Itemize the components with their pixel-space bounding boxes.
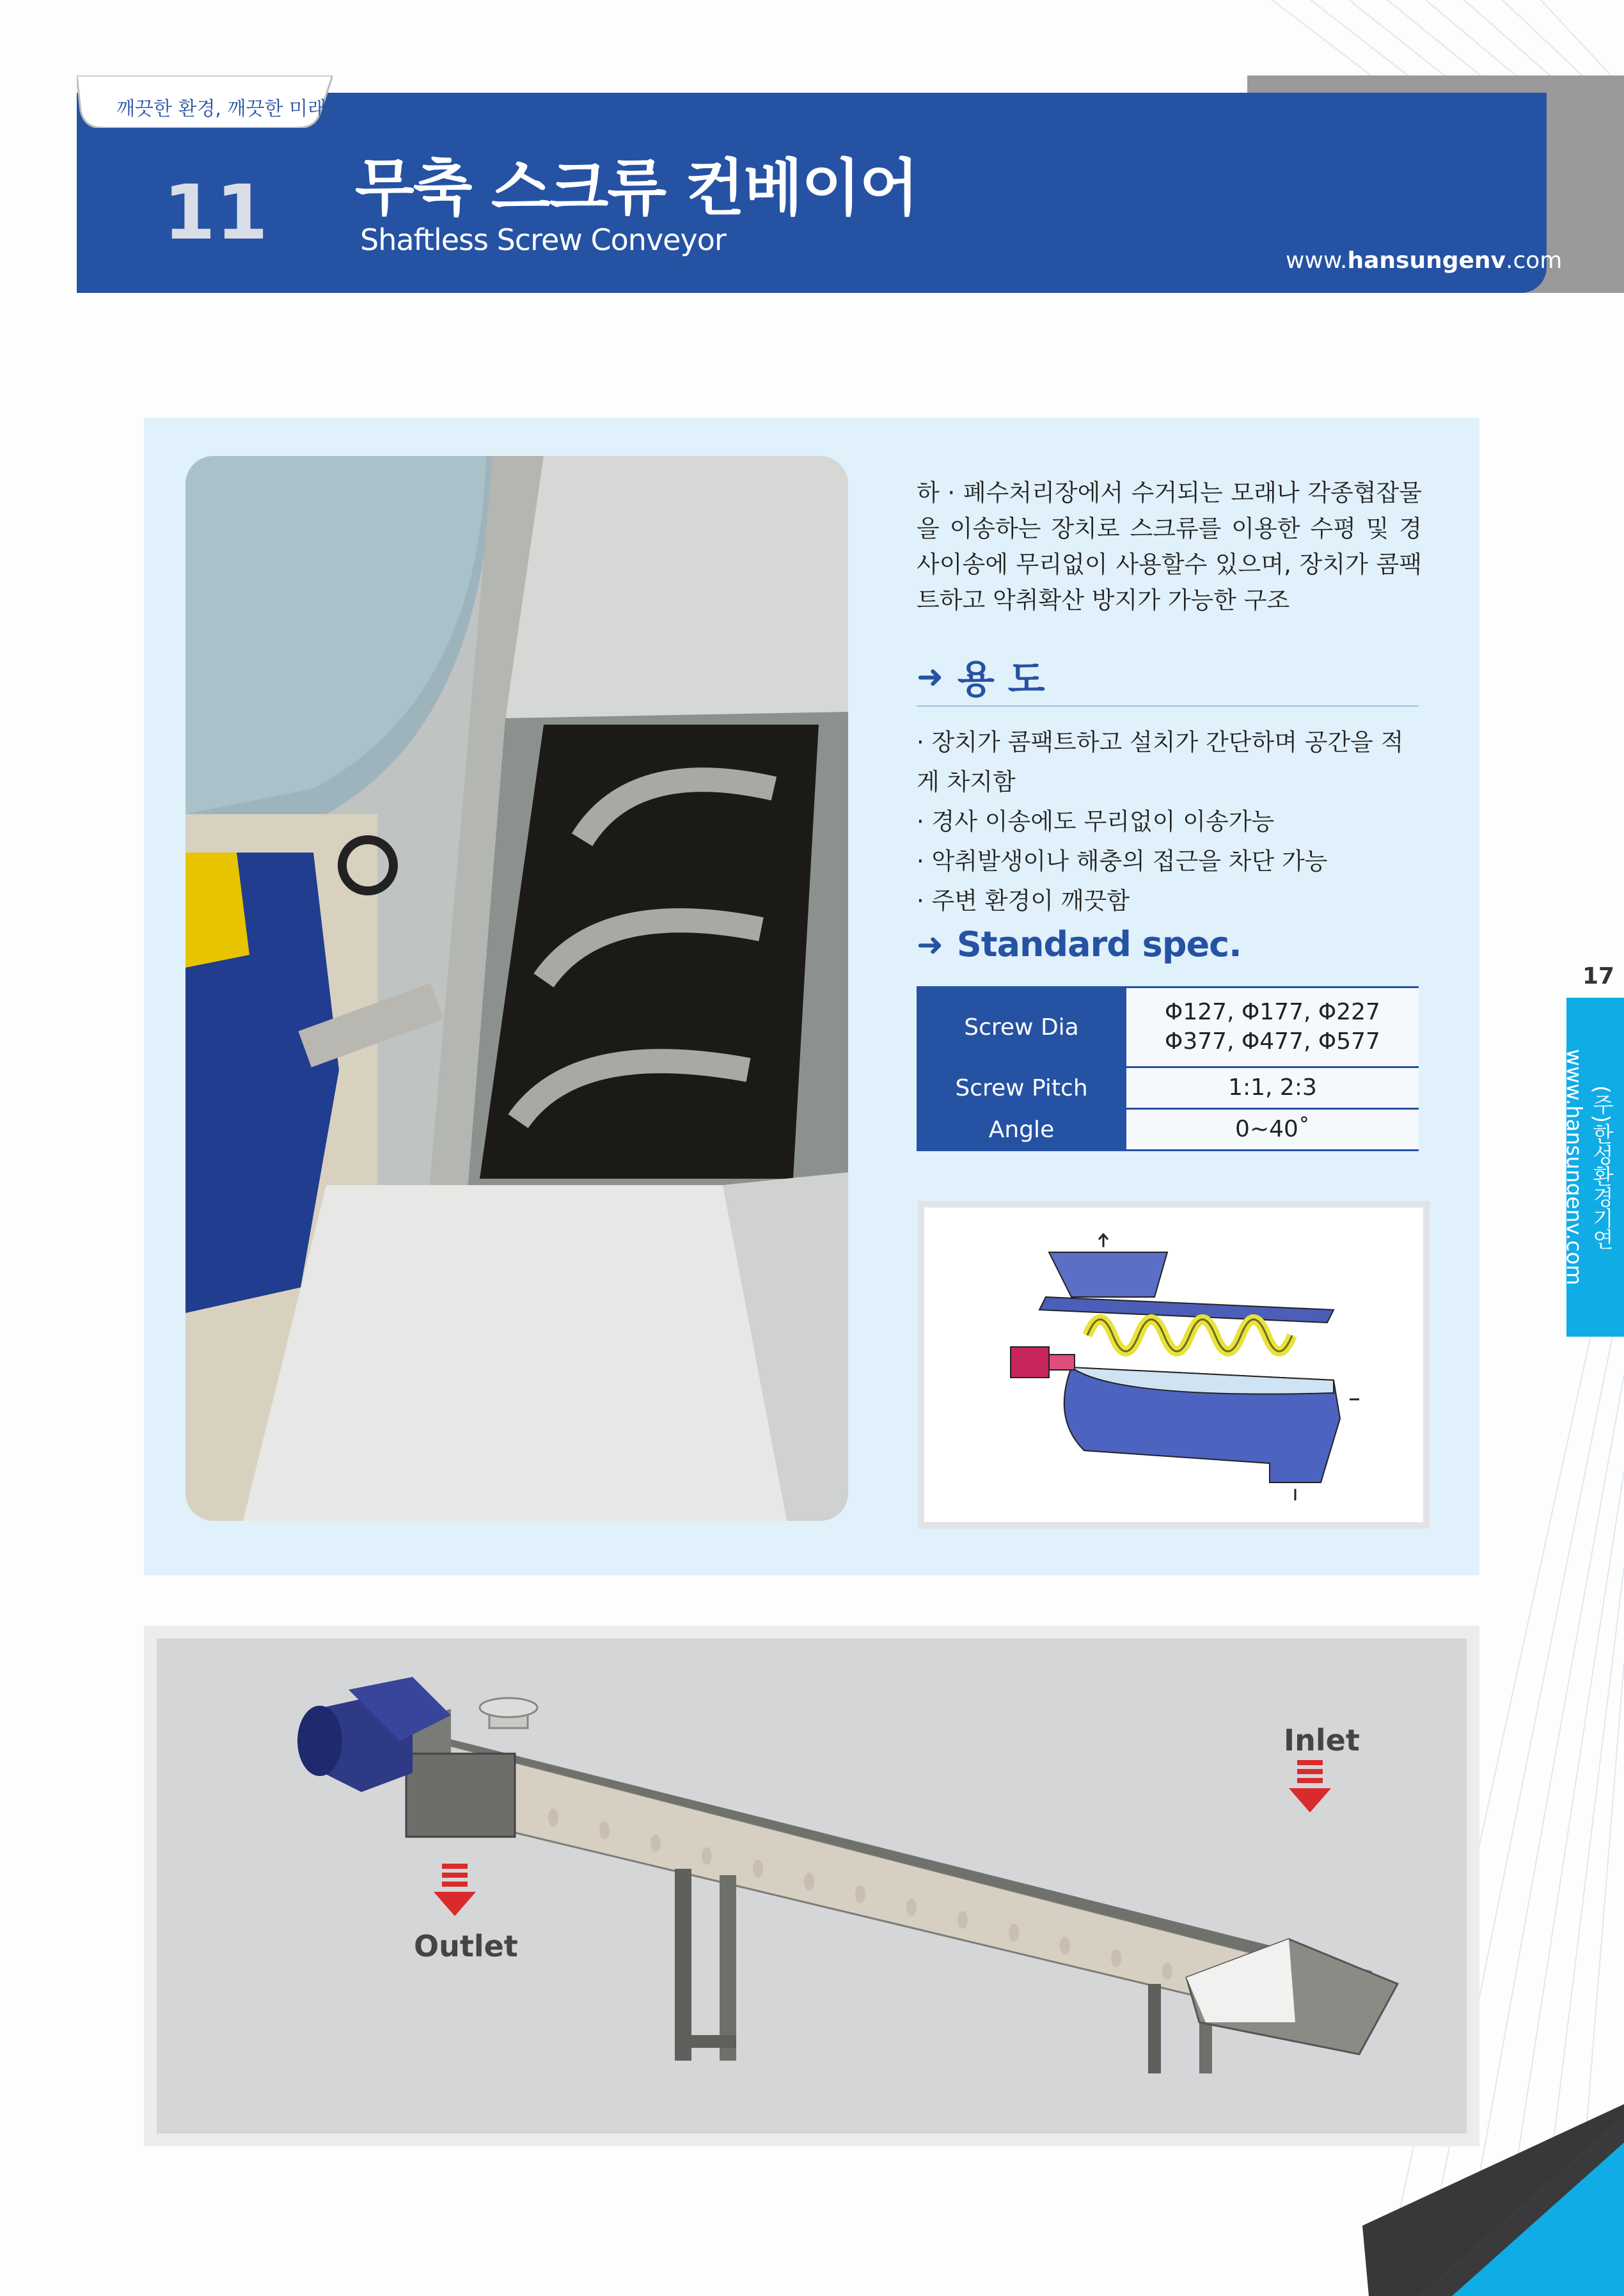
spec-value: 0~40˚: [1126, 1109, 1419, 1151]
website-suffix: .com: [1506, 248, 1563, 274]
spec-value: 1:1, 2:3: [1126, 1067, 1419, 1109]
spec-value-line: Φ377, Φ477, Φ577: [1165, 1028, 1380, 1055]
list-item: · 주변 환경이 깨끗함: [917, 887, 1130, 915]
spec-label: Screw Pitch: [917, 1067, 1126, 1109]
usage-divider: [917, 705, 1419, 707]
list-item: · 악취발생이나 해충의 접근을 차단 가능: [917, 847, 1328, 875]
corner-decoration: [1343, 2079, 1624, 2296]
conveyor-schematic: [924, 1207, 1423, 1522]
table-row: [917, 1067, 1419, 1109]
list-item: · 장치가 콤팩트하고 설치가 간단하며 공간을 적게 차지함: [917, 728, 1404, 796]
inlet-label: Inlet: [1284, 1723, 1360, 1757]
page-subtitle: Shaftless Screw Conveyor: [360, 223, 726, 257]
schematic-box: [918, 1201, 1430, 1529]
spec-heading-text: Standard spec.: [956, 924, 1242, 964]
page-number: 17: [1582, 963, 1615, 989]
website-prefix: www.: [1286, 248, 1348, 274]
page-title: 무축 스크류 컨베이어: [355, 152, 918, 224]
spec-label: Angle: [917, 1109, 1126, 1151]
usage-heading: [917, 649, 1045, 704]
spec-heading: [917, 924, 1242, 964]
list-item: · 경사 이송에도 무리없이 이송가능: [917, 808, 1275, 835]
usage-list: [917, 723, 1422, 921]
product-description: 하 · 폐수처리장에서 수거되는 모래나 각종협잡물을 이송하는 장치로 스크류를 이용한 수평 및 경사이송에 무리없이 사용할수 있으며, 장치가 콤팩트하고 악취확산 방지가 가능한 구조: [917, 479, 1423, 614]
chapter-number: 11: [163, 168, 269, 256]
spec-value-line: Φ127, Φ177, Φ227: [1165, 999, 1380, 1025]
spec-value: [1126, 987, 1419, 1067]
arrow-right-icon: ➜: [917, 658, 943, 695]
slogan-text: 깨끗한 환경, 깨끗한 미래: [116, 98, 326, 120]
arrow-right-icon: ➜: [917, 925, 943, 963]
table-row: [917, 1109, 1419, 1151]
spec-table: [917, 986, 1419, 1151]
website-brand: hansungenv: [1347, 248, 1506, 274]
conveyor-photo: [185, 456, 848, 1521]
usage-heading-text: 용 도: [957, 657, 1045, 702]
table-row: [917, 987, 1419, 1067]
conveyor-3d-illustration: [157, 1639, 1467, 2134]
website-link[interactable]: [1286, 248, 1562, 274]
spec-label: Screw Dia: [917, 987, 1126, 1067]
outlet-label: Outlet: [414, 1929, 518, 1963]
side-tab-text: (주)한성환경기연 www.hansungenv.com: [1562, 1049, 1614, 1286]
